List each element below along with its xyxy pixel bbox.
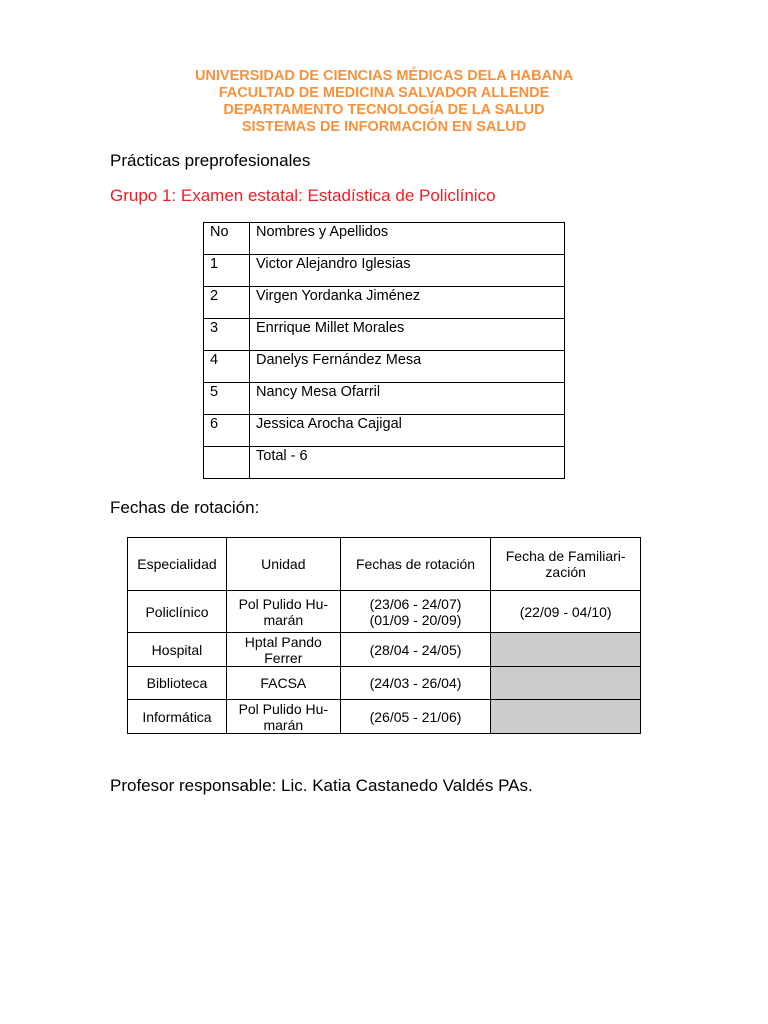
table-row bbox=[204, 383, 565, 415]
especialidad-cell: Informática bbox=[128, 700, 227, 734]
unidad-line2: marán bbox=[263, 716, 304, 733]
header-department: DEPARTAMENTO TECNOLOGÍA DE LA SALUD bbox=[223, 102, 545, 118]
familiarizacion-cell: (22/09 - 04/10) bbox=[491, 591, 641, 633]
unidad-line2: marán bbox=[263, 611, 304, 628]
table-row bbox=[204, 287, 565, 319]
especialidad-cell: Hospital bbox=[128, 633, 227, 667]
table-row bbox=[204, 255, 565, 287]
unidad-cell bbox=[226, 700, 340, 734]
student-name: Danelys Fernández Mesa bbox=[250, 351, 565, 383]
fechas-line1: (23/06 - 24/07) bbox=[369, 595, 462, 612]
familiarizacion-cell-shaded bbox=[491, 633, 641, 667]
student-name: Enrrique Millet Morales bbox=[250, 319, 565, 351]
subtitle: Prácticas preprofesionales bbox=[110, 151, 311, 170]
header-unidad: Unidad bbox=[226, 538, 340, 591]
header-familiarizacion bbox=[491, 538, 641, 591]
rotation-table bbox=[127, 537, 641, 734]
document-header bbox=[0, 68, 768, 136]
student-name: Virgen Yordanka Jiménez bbox=[250, 287, 565, 319]
fechas-cell: (24/03 - 26/04) bbox=[340, 667, 491, 700]
student-number: 1 bbox=[204, 255, 250, 287]
student-name: Victor Alejandro Iglesias bbox=[250, 255, 565, 287]
table-row bbox=[204, 319, 565, 351]
header-especialidad: Especialidad bbox=[128, 538, 227, 591]
rotation-dates-label: Fechas de rotación: bbox=[110, 498, 260, 517]
student-name: Jessica Arocha Cajigal bbox=[250, 415, 565, 447]
table-row bbox=[128, 667, 641, 700]
unidad-cell bbox=[226, 591, 340, 633]
header-familiarizacion-line2: zación bbox=[545, 564, 586, 580]
familiarizacion-cell-shaded bbox=[491, 667, 641, 700]
total-row bbox=[204, 447, 565, 479]
student-number: 2 bbox=[204, 287, 250, 319]
total-label: Total - 6 bbox=[250, 447, 565, 479]
unidad-line1: Pol Pulido Hu- bbox=[238, 700, 329, 717]
fechas-cell: (26/05 - 21/06) bbox=[340, 700, 491, 734]
fechas-line2: (01/09 - 20/09) bbox=[369, 611, 462, 628]
student-number: 3 bbox=[204, 319, 250, 351]
students-table bbox=[203, 222, 565, 479]
fechas-cell bbox=[340, 591, 491, 633]
header-university: UNIVERSIDAD DE CIENCIAS MÉDICAS DELA HABANA bbox=[194, 68, 574, 84]
student-name: Nancy Mesa Ofarril bbox=[250, 383, 565, 415]
header-familiarizacion-line1: Fecha de Familiari- bbox=[505, 548, 626, 564]
especialidad-cell: Policlínico bbox=[128, 591, 227, 633]
especialidad-cell: Biblioteca bbox=[128, 667, 227, 700]
student-number: 6 bbox=[204, 415, 250, 447]
unidad-line1: Pol Pulido Hu- bbox=[238, 595, 329, 612]
group-title: Grupo 1: Examen estatal: Estadística de Policlínico bbox=[110, 186, 496, 205]
table-row bbox=[128, 700, 641, 734]
unidad-line2: Ferrer bbox=[264, 649, 303, 666]
header-faculty: FACULTAD DE MEDICINA SALVADOR ALLENDE bbox=[218, 85, 550, 101]
table-row bbox=[204, 351, 565, 383]
table-row bbox=[128, 633, 641, 667]
total-number bbox=[204, 447, 250, 479]
header-fechas: Fechas de rotación bbox=[340, 538, 491, 591]
header-program: SISTEMAS DE INFORMACIÓN EN SALUD bbox=[241, 119, 527, 135]
table-header-row bbox=[128, 538, 641, 591]
student-number: 5 bbox=[204, 383, 250, 415]
header-no: No bbox=[204, 223, 250, 255]
unidad-line1: Hptal Pando bbox=[244, 633, 322, 650]
fechas-cell: (28/04 - 24/05) bbox=[340, 633, 491, 667]
unidad-cell: FACSA bbox=[226, 667, 340, 700]
unidad-cell bbox=[226, 633, 340, 667]
table-row bbox=[204, 415, 565, 447]
header-names: Nombres y Apellidos bbox=[250, 223, 565, 255]
table-header-row bbox=[204, 223, 565, 255]
student-number: 4 bbox=[204, 351, 250, 383]
responsible-professor: Profesor responsable: Lic. Katia Castanedo Valdés PAs. bbox=[110, 776, 533, 795]
familiarizacion-cell-shaded bbox=[491, 700, 641, 734]
table-row bbox=[128, 591, 641, 633]
